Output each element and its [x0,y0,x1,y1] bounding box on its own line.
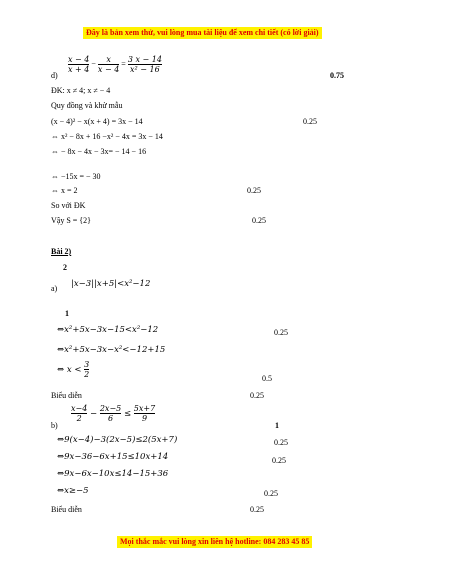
dk-line: ĐK: x ≠ 4; x ≠ − 4 [51,86,111,95]
step-line: ⇔ x < $\frac{3}{2}$ [57,360,90,379]
step-score: 0.25 [274,328,288,337]
part-b-problem: $\frac{x-4}{2}$ − $\frac{2x-5}{6}$ ≤ $\frac{5x+7}{9}$ [71,404,156,423]
step-line: ⇔9(x−4)−3(2x−5)≤2(5x+7) [57,435,178,445]
step-score: 0.5 [262,374,272,383]
part-a-problem: |x−3||x+5|<x²−12 [71,279,151,289]
part-d-label: d) [51,71,58,80]
part-b-label: b) [51,421,58,430]
step-line: ⇔x²+5x−3x−x²<−12+15 [57,345,166,355]
step-line: ⇔9x−6x−10x≤14−15+36 [57,469,169,479]
bieu-dien-line: Biểu diễn [51,391,82,400]
step-score: 0.25 [250,505,264,514]
step-score: 0.25 [247,186,261,195]
hotline-banner: Mọi thắc mắc vui lòng xin liên hệ hotline: 084 283 45 85 [117,536,312,548]
conclusion-line: Vậy S = {2} [51,216,91,225]
step-score: 0.25 [250,391,264,400]
part-a-score: 1 [65,309,69,318]
fraction: $\frac{3 x - 14}{\text{x² − 16}}$ [127,55,162,74]
step-score: 0.25 [272,456,286,465]
step-score: 0.25 [303,117,317,126]
step-line: ⇔ x = 2 [51,186,78,195]
step-line: ⇔x≥−5 [57,486,89,496]
preview-banner: Đây là bản xem thử, vui lòng mua tài liệu để xem chi tiết (có lời giải) [83,27,322,39]
step-line: ⇔ −15x = − 30 [51,172,101,181]
fraction: $\frac{x - 4}{x + 4}$ [68,55,90,74]
part-d-equation: $\frac{x - 4}{x + 4}$ − $\frac{x}{x - 4}$ = $\frac{3 x - 14}{\text{x² − 16}}$ [68,55,162,74]
bieu-dien-line: Biểu diễn [51,505,82,514]
part-d-score: 0.75 [330,71,344,80]
step-line: (x − 4)² − x(x + 4) = 3x − 14 [51,117,143,126]
quy-dong-line: Quy đồng và khử mẫu [51,101,123,110]
step-line: ⇔ − 8x − 4x − 3x= − 14 − 16 [51,147,147,156]
step-line: ⇔ x² − 8x + 16 −x² − 4x = 3x − 14 [51,132,163,141]
so-voi-line: So với ĐK [51,201,86,210]
fraction: $\frac{x}{x - 4}$ [97,55,120,74]
part-a-label: a) [51,284,58,293]
step-score: 0.25 [274,438,288,447]
step-score: 0.25 [264,489,278,498]
step-line: ⇔x²+5x−3x−15<x²−12 [57,325,159,335]
step-line: ⇔9x−36−6x+15≤10x+14 [57,452,169,462]
section-title: Bài 2) [51,247,72,256]
step-score: 0.25 [252,216,266,225]
part-b-score: 1 [275,421,279,430]
section-score: 2 [63,263,67,272]
